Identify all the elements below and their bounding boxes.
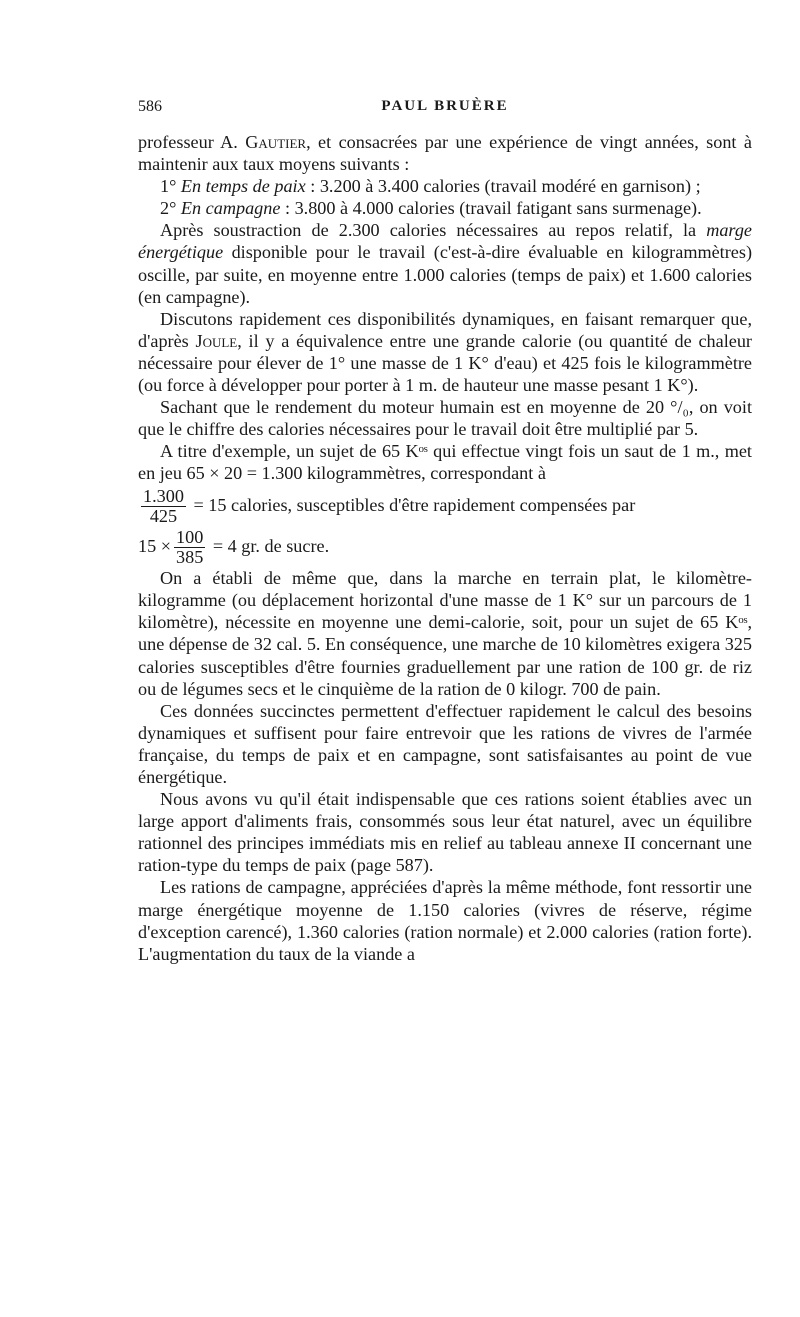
body-text (138, 131, 752, 965)
author-name: Joule (195, 330, 238, 351)
list-item-label: En temps de paix (180, 176, 306, 197)
paragraph-2: Après soustraction de 2.300 calories nécessaires au repos relatif, la marge énergétique disponible pour le travail (c'est-à-dire évaluable en kilogrammètres) oscille, par suite, en moyenne entre 1.000 calories (temps de paix) et 1.600 calories (en campagne). (138, 220, 752, 307)
emphasis: marge énergétique (138, 220, 752, 263)
fraction: $\frac{100}{385}$ (176, 527, 204, 568)
list-item-campaign: 2° En campagne : 3.800 à 4.000 calories (travail fatigant sans surmenage). (160, 198, 702, 219)
paragraph-3: Discutons rapidement ces disponibilités dynamiques, en faisant remarquer que, d'après Joule, il y a équivalence entre une grande calorie (ou quantité de chaleur nécessaire pour élever de 1° une masse de 1 K° d'eau) et 425 fois le kilogrammètre (ou force à développer pour porter à 1 m. de hauteur une masse pesant 1 K°). (138, 308, 752, 396)
page-number: 586 (138, 98, 162, 115)
paragraph-5: A titre d'exemple, un sujet de 65 Kᵒˢ qui effectue vingt fois un saut de 1 m., met en jeu 65 × 20 = 1.300 kilogrammètres, correspondant à (138, 441, 752, 484)
formula-line-2: 15 × $\frac{100}{385}$ = 4 gr. de sucre. (138, 527, 330, 568)
formula-line-1: $\frac{1.300}{425}$ = 15 calories, susceptibles d'être rapidement compensées par (143, 485, 636, 526)
paragraph-1: professeur A. Gautier, et consacrées par une expérience de vingt années, sont à maintenir aux taux moyens suivants : (138, 132, 752, 175)
author-name: Gautier (245, 132, 307, 152)
list-item-label: En campagne (180, 198, 281, 219)
fraction: $\frac{1.300}{425}$ (143, 485, 184, 526)
page-header (138, 98, 752, 120)
paragraph-8: Nous avons vu qu'il était indispensable que ces rations soient établies avec un large apport d'aliments frais, consommés sous leur état naturel, avec un équilibre rationnel des principes immédiats mis en relief au tableau annexe II concernant une ration-type du temps de paix (page 587). (138, 789, 752, 876)
paragraph-9: Les rations de campagne, appréciées d'après la même méthode, font ressortir une marge énergétique moyenne de 1.150 calories (vivres de réserve, régime d'exception carencé), 1.360 calories (ration normale) et 2.000 calories (ration forte). L'augmentation du taux de la viande a (138, 877, 752, 964)
paragraph-6: On a établi de même que, dans la marche en terrain plat, le kilomètre-kilogramme (ou déplacement horizontal d'une masse de 1 K° sur un parcours de 1 kilomètre), nécessite en moyenne une demi-calorie, soit, pour un sujet de 65 Kᵒˢ, une dépense de 32 cal. 5. En conséquence, une marche de 10 kilomètres exigera 325 calories susceptibles d'être fournies graduellement par une ration de 100 gr. de riz ou de légumes secs et le cinquième de la ration de 0 kilogr. 700 de pain. (138, 568, 752, 699)
running-title: PAUL BRUÈRE (381, 98, 509, 114)
paragraph-7: Ces données succinctes permettent d'effectuer rapidement le calcul des besoins dynamiques et suffisent pour faire entrevoir que les rations de vivres de l'armée française, du temps de paix et en campagne, sont satisfaisantes au point de vue énergétique. (138, 700, 752, 787)
paragraph-4: Sachant que le rendement du moteur humain est en moyenne de 20 °/₀, on voit que le chiffre des calories nécessaires pour le travail doit être multiplié par 5. (138, 397, 752, 440)
list-item-peace: 1° En temps de paix : 3.200 à 3.400 calories (travail modéré en garnison) ; (160, 176, 701, 197)
